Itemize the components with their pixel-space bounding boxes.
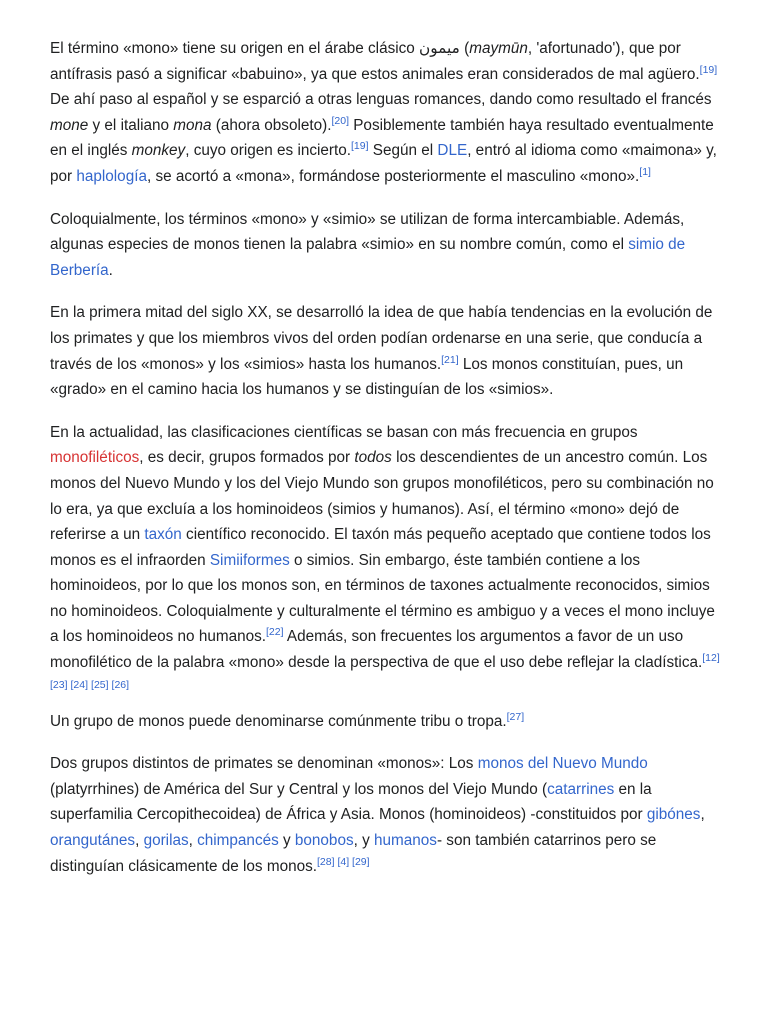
- link-taxon[interactable]: taxón: [144, 526, 182, 544]
- reference-link-4[interactable]: [4]: [337, 855, 350, 868]
- reference: [702, 652, 720, 664]
- reference: [639, 166, 651, 178]
- reference-link-20[interactable]: [20]: [331, 114, 349, 127]
- text: De ahí paso al español y se esparció a otras lenguas romances, dando como resultado el francés: [50, 91, 712, 109]
- text: Según el: [368, 142, 438, 160]
- text: científico reconocido. El taxón más pequeño aceptado que contiene todos los monos es el infraorden: [50, 526, 711, 569]
- text: y: [278, 832, 295, 850]
- text: , entró al idioma como «maimona» y, por: [50, 142, 717, 185]
- reference-link-24[interactable]: [24]: [70, 678, 89, 691]
- paragraph-colloquial: [50, 207, 722, 284]
- link-haplologia[interactable]: haplología: [76, 167, 147, 185]
- paragraph-groups: [50, 751, 722, 879]
- link-dle[interactable]: DLE: [437, 142, 468, 160]
- article-body: [50, 36, 722, 896]
- italic-term: mona: [173, 116, 212, 134]
- reference: [700, 64, 718, 76]
- text: los descendientes de un ancestro común. Los monos del Nuevo Mundo y los del Viejo Mundo son grupos monofiléticos, pero su combinación no lo era, ya que excluía a los hominoideos (simios y humanos). Así, el término «mono» dejó de referirse a un: [50, 449, 714, 544]
- text: Dos grupos distintos de primates se denominan «monos»: Los: [50, 755, 478, 773]
- text: .: [108, 261, 113, 279]
- reference-link-21[interactable]: [21]: [441, 353, 459, 366]
- paragraph-troop: [50, 709, 722, 735]
- reference-link-22[interactable]: [22]: [266, 626, 284, 639]
- reference-link-26[interactable]: [26]: [111, 678, 130, 691]
- text: y el italiano: [88, 116, 174, 134]
- italic-term: maymūn: [469, 40, 528, 57]
- link-bonobos[interactable]: bonobos: [294, 832, 354, 850]
- link-simio-de-berberia[interactable]: simio de Berbería: [50, 236, 686, 279]
- reference-link-23[interactable]: [23]: [50, 678, 68, 691]
- text: Coloquialmente, los términos «mono» y «simio» se utilizan de forma intercambiable. Además, algunas especies de monos tienen la palabra «simio» en su nombre común, como el: [50, 210, 685, 254]
- reference-link-12[interactable]: [12]: [702, 651, 720, 664]
- link-chimpances[interactable]: chimpancés: [197, 832, 279, 850]
- italic-term: todos: [354, 449, 392, 467]
- link-humanos[interactable]: humanos: [374, 832, 437, 850]
- reference-link-19b[interactable]: [19]: [351, 140, 369, 153]
- reference: [507, 711, 525, 723]
- paragraph-classification: [50, 420, 722, 692]
- reference-link-1[interactable]: [1]: [639, 165, 651, 178]
- reference: [351, 140, 369, 152]
- reference: [317, 856, 370, 868]
- text: o simios. Sin embargo, éste también contiene a los hominoideos, por lo que los monos son, en términos de taxones actualmente reconocidos, simios no hominoideos. Coloquialmente y culturalmente el término es ambiguo y a veces el mono incluye a los hominoideos no humanos.: [50, 551, 715, 646]
- link-orangutanes[interactable]: orangutánes: [50, 832, 136, 850]
- link-simiiformes[interactable]: Simiiformes: [209, 551, 290, 569]
- text: , 'afortunado'), que por antífrasis pasó a significar «babuino», ya que estos animales eran considerados de mal agüero.: [50, 40, 700, 83]
- text: Un grupo de monos puede denominarse comúnmente tribu o tropa.: [50, 712, 507, 730]
- text: , es decir, grupos formados por: [139, 449, 355, 467]
- paragraph-etymology: [50, 36, 722, 190]
- reference-link-29[interactable]: [29]: [352, 855, 370, 868]
- text: Posiblemente también haya resultado eventualmente en el inglés: [50, 116, 714, 160]
- paragraph-history: [50, 300, 722, 402]
- text: , y: [353, 832, 375, 850]
- link-gibones[interactable]: gibónes: [646, 806, 701, 824]
- reference-link-28[interactable]: [28]: [317, 855, 335, 868]
- text: - son también catarrinos pero se distinguían clásicamente de los monos.: [50, 832, 657, 875]
- arabic-word: ميمون: [419, 40, 460, 57]
- text: Además, son frecuentes los argumentos a favor de un uso monofilético de la palabra «mono» desde la perspectiva de que el uso debe reflejar la cladística.: [50, 628, 703, 672]
- italic-term: mone: [50, 116, 89, 134]
- link-catarrines[interactable]: catarrines: [547, 780, 615, 798]
- text: , cuyo origen es incierto.: [185, 142, 352, 160]
- text: ,: [188, 832, 198, 850]
- reference: [266, 626, 284, 638]
- text: , se acortó a «mona», formándose posteriormente el masculino «mono».: [146, 167, 640, 185]
- link-gorilas[interactable]: gorilas: [143, 832, 189, 850]
- text: En la actualidad, las clasificaciones científicas se basan con más frecuencia en grupos: [50, 423, 638, 441]
- reference-link-27[interactable]: [27]: [506, 710, 525, 723]
- text: El término «mono» tiene su origen en el árabe clásico: [50, 40, 420, 57]
- text: ,: [135, 832, 144, 850]
- reference: [441, 353, 459, 365]
- text: En la primera mitad del siglo XX, se desarrolló la idea de que había tendencias en la evolución de los primates y que los miembros vivos del orden podían ordenarse en una serie, que conducía a través de los «monos» y los «simios» hasta los humanos.: [50, 304, 713, 373]
- text: en la superfamilia Cercopithecoidea) de África y Asia. Monos (hominoideos) -constituidos por: [50, 780, 652, 824]
- reference-list: [50, 678, 722, 692]
- text: (platyrrhines) de América del Sur y Central y los monos del Viejo Mundo (: [50, 780, 548, 798]
- reference-link-19[interactable]: [19]: [699, 63, 718, 76]
- reference: [331, 115, 349, 127]
- reference-link-25[interactable]: [25]: [91, 678, 109, 691]
- italic-term: monkey: [131, 142, 186, 160]
- text: (ahora obsoleto).: [211, 116, 332, 134]
- link-monofileticos[interactable]: monofiléticos: [50, 449, 140, 467]
- text: (: [459, 40, 470, 57]
- link-monos-del-nuevo-mundo[interactable]: monos del Nuevo Mundo: [477, 755, 648, 773]
- text: ,: [700, 806, 705, 824]
- text: Los monos constituían, pues, un «grado» en el camino hacia los humanos y se distinguían de los «simios».: [50, 355, 684, 399]
